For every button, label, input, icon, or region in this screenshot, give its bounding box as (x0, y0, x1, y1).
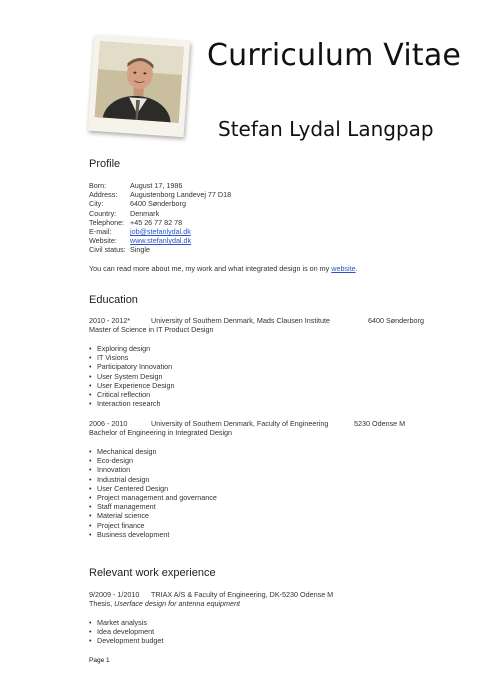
info-row-address (89, 190, 231, 199)
list-item: • IT Visions (89, 353, 175, 362)
info-value: +45 26 77 82 78 (130, 217, 183, 227)
info-label: Website: (89, 236, 117, 246)
read-more-end: . (355, 264, 358, 273)
portrait-photo (95, 41, 184, 123)
work-experience-heading: Relevant work experience (89, 567, 216, 579)
info-row-website (89, 236, 231, 245)
list-item: • User Centered Design (89, 484, 217, 493)
list-item: • Interaction research (89, 399, 175, 408)
info-label: City: (89, 199, 104, 209)
list-item: • Business development (89, 530, 217, 539)
list-item: • Exploring design (89, 344, 175, 353)
profile-heading: Profile (89, 158, 121, 170)
page-number: Page 1 (89, 657, 110, 664)
list-item: • Participatory Innovation (89, 362, 175, 371)
info-label: Telephone: (89, 217, 125, 227)
info-value: Augustenborg Landevej 77 D18 (130, 190, 232, 200)
info-label: E-mail: (89, 227, 112, 237)
info-label: Country: (89, 208, 117, 218)
education-institution: University of Southern Denmark, Mads Clausen Institute (151, 316, 330, 325)
info-row-country (89, 209, 231, 218)
list-item: • Development budget (89, 636, 163, 645)
person-name: Stefan Lydal Langpap (218, 117, 434, 141)
info-value: 6400 Sønderborg (130, 199, 186, 209)
work-thesis-prefix: Thesis, (89, 599, 113, 608)
read-more-website-link[interactable]: website (331, 264, 356, 273)
read-more-text (89, 264, 358, 273)
education-period: 2010 - 2012* (89, 316, 131, 325)
education-heading: Education (89, 294, 138, 306)
education-location: 5230 Odense M (354, 419, 406, 428)
info-value: Denmark (130, 208, 160, 218)
work-thesis-title: Userface design for antenna equipment (114, 599, 241, 608)
education-degree: Bachelor of Engineering in Integrated Design (89, 428, 233, 437)
info-value: Single (130, 245, 150, 255)
info-row-civil-status (89, 245, 231, 254)
list-item: • Market analysis (89, 618, 163, 627)
info-value: August 17, 1986 (130, 181, 183, 190)
info-row-telephone (89, 218, 231, 227)
info-label: Address: (89, 190, 118, 200)
list-item: • Innovation (89, 465, 217, 474)
education-1-course-list (89, 344, 175, 408)
list-item: • Material science (89, 511, 217, 520)
education-period: 2006 - 2010 (89, 419, 128, 428)
info-label: Born: (89, 181, 107, 190)
info-row-born (89, 181, 231, 190)
list-item: • User Experience Design (89, 381, 175, 390)
list-item: • Project management and governance (89, 493, 217, 502)
list-item: • User System Design (89, 372, 175, 381)
website-link[interactable]: www.stefanlydal.dk (130, 236, 192, 246)
list-item: • Project finance (89, 521, 217, 530)
work-period: 9/2009 - 1/2010 (89, 590, 140, 599)
list-item: • Eco-design (89, 456, 217, 465)
info-label: Civil status: (89, 245, 126, 255)
document-title: Curriculum Vitae (207, 38, 462, 73)
list-item: • Critical reflection (89, 390, 175, 399)
profile-info-table (89, 181, 231, 255)
list-item: • Idea development (89, 627, 163, 636)
work-employer: TRIAX A/S & Faculty of Engineering, DK-5230 Odense M (151, 590, 334, 599)
email-link[interactable]: job@stefanlydal.dk (130, 227, 191, 237)
list-item: • Industrial design (89, 475, 217, 484)
read-more-sentence: You can read more about me, my work and what integrated design is on my (89, 264, 330, 273)
education-degree: Master of Science in IT Product Design (89, 325, 214, 334)
work-task-list (89, 618, 163, 646)
info-row-city (89, 199, 231, 208)
work-thesis (89, 599, 240, 608)
education-institution: University of Southern Denmark, Faculty of Engineering (151, 419, 329, 428)
list-item: • Staff management (89, 502, 217, 511)
info-row-email (89, 227, 231, 236)
list-item: • Mechanical design (89, 447, 217, 456)
education-location: 6400 Sønderborg (368, 316, 424, 325)
education-2-course-list (89, 447, 217, 539)
portrait-photo-frame (88, 35, 190, 137)
